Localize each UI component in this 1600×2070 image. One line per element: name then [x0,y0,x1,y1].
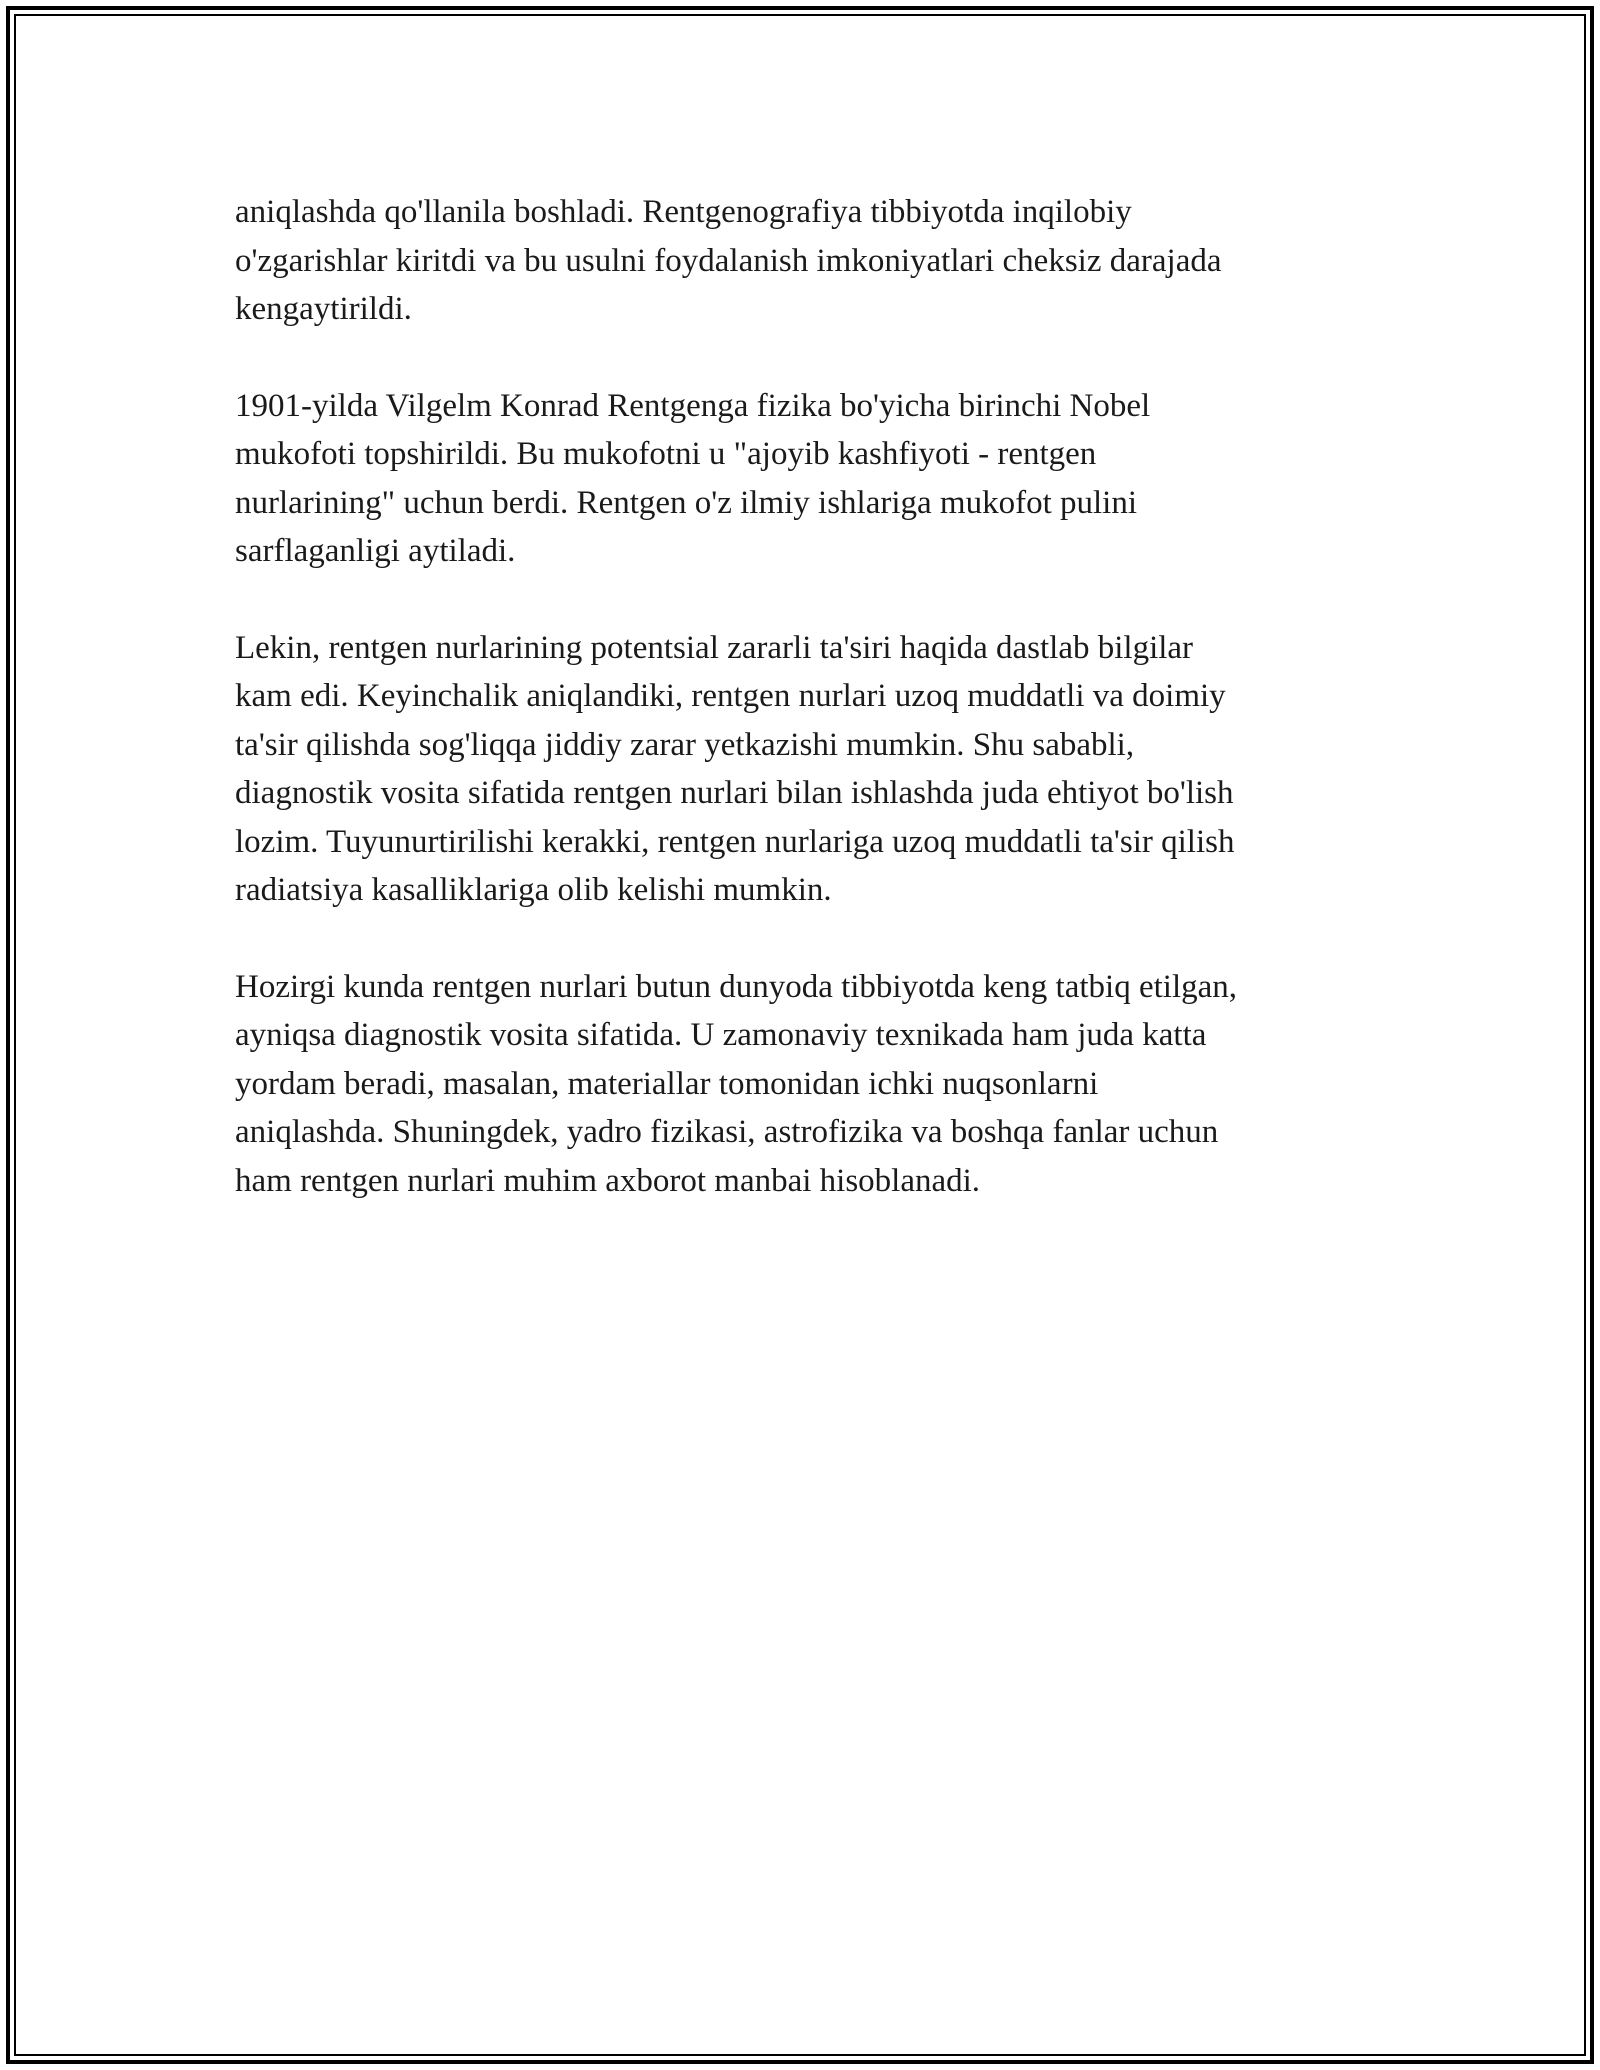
document-body [235,188,1365,1253]
paragraph-2: 1901-yilda Vilgelm Konrad Rentgenga fizika bo'yicha birinchi Nobel mukofoti topshirildi. Bu mukofotni u "ajoyib kashfiyoti - rentgen nurlarining" uchun berdi. Rentgen o'z ilmiy ishlariga mukofot pulini sarflaganligi aytiladi. [235,387,1151,569]
paragraph-4: Hozirgi kunda rentgen nurlari butun dunyoda tibbiyotda keng tatbiq etilgan, ayniqsa diagnostik vosita sifatida. U zamonaviy texnikada ham juda katta yordam beradi, masalan, materiallar tomonidan ichki nuqsonlarni aniqlashda. Shuningdek, yadro fizikasi, astrofizika va boshqa fanlar uchun ham rentgen nurlari muhim axborot manbai hisoblanadi. [235,968,1238,1199]
paragraph-3: Lekin, rentgen nurlarining potentsial zararli ta'siri haqida dastlab bilgilar kam edi. Keyinchalik aniqlandiki, rentgen nurlari uzoq muddatli va doimiy ta'sir qilishda sog'liqqa jiddiy zarar yetkazishi mumkin. Shu sababli, diagnostik vosita sifatida rentgen nurlari bilan ishlashda juda ehtiyot bo'lish lozim. Tuyunurtirilishi kerakki, rentgen nurlariga uzoq muddatli ta'sir qilish radiatsiya kasalliklariga olib kelishi mumkin. [235,629,1235,908]
paragraph-1: aniqlashda qo'llanila boshladi. Rentgenografiya tibbiyotda inqilobiy o'zgarishlar kiritdi va bu usulni foydalanish imkoniyatlari cheksiz darajada kengaytirildi. [235,194,1222,327]
